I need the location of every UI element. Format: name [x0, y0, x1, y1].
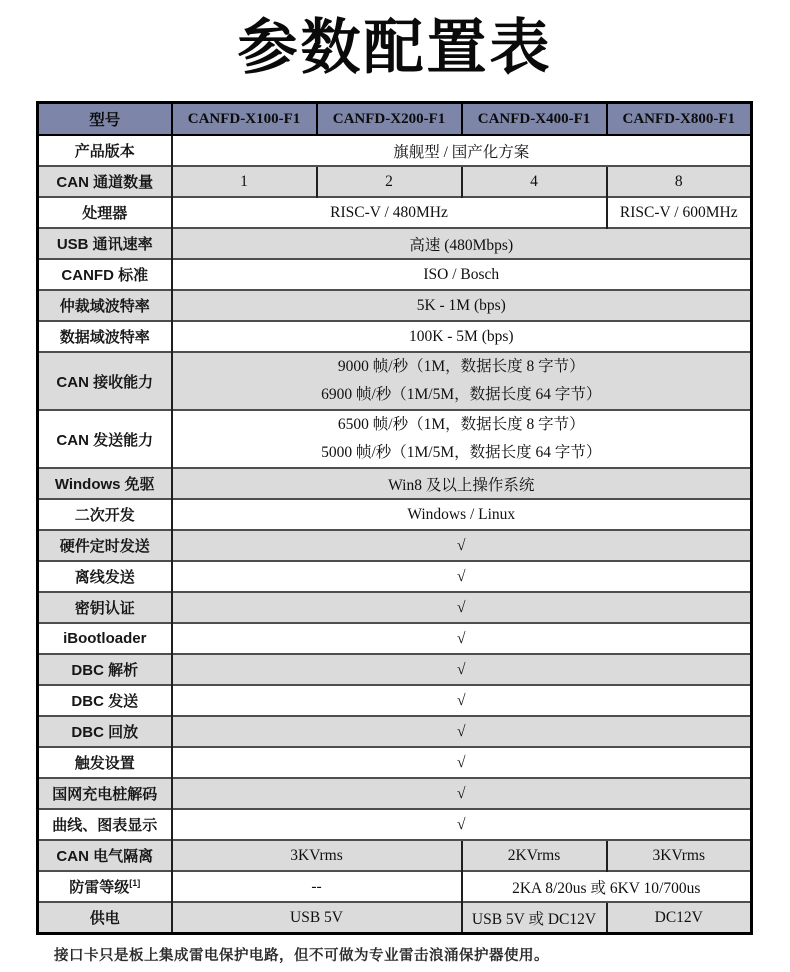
- check-cell: √: [172, 685, 752, 716]
- spec-cell: 100K - 5M (bps): [172, 321, 752, 352]
- spec-cell: [172, 410, 752, 468]
- row-label: 二次开发: [38, 499, 172, 530]
- spec-cell: RISC-V / 480MHz: [172, 197, 607, 228]
- table-row: [38, 716, 752, 747]
- table-row: [38, 259, 752, 290]
- table-row: [38, 499, 752, 530]
- spec-cell: 8: [607, 166, 752, 197]
- spec-cell: 旗舰型 / 国产化方案: [172, 135, 752, 166]
- row-label: CAN 接收能力: [38, 352, 172, 410]
- table-row: [38, 902, 752, 934]
- table-header-row: [38, 103, 752, 136]
- check-cell: √: [172, 716, 752, 747]
- spec-cell-line: 5000 帧/秒（1M/5M，数据长度 64 字节）: [321, 444, 602, 461]
- table-row: [38, 778, 752, 809]
- table-row: [38, 747, 752, 778]
- header-model-label: 型号: [38, 103, 172, 136]
- spec-cell: 2KA 8/20us 或 6KV 10/700us: [462, 871, 752, 902]
- header-model-cell: CANFD-X400-F1: [462, 103, 607, 136]
- row-label: CANFD 标准: [38, 259, 172, 290]
- check-cell: √: [172, 778, 752, 809]
- check-cell: √: [172, 809, 752, 840]
- spec-cell: ISO / Bosch: [172, 259, 752, 290]
- table-row: [38, 468, 752, 499]
- row-label: 防雷等级[1]: [38, 871, 172, 902]
- spec-cell: Windows / Linux: [172, 499, 752, 530]
- table-row: [38, 530, 752, 561]
- table-row: [38, 228, 752, 259]
- table-body: [38, 135, 752, 934]
- spec-cell: RISC-V / 600MHz: [607, 197, 752, 228]
- header-model-cell: CANFD-X200-F1: [317, 103, 462, 136]
- row-label: 供电: [38, 902, 172, 934]
- row-label: 硬件定时发送: [38, 530, 172, 561]
- spec-cell-line: 6500 帧/秒（1M，数据长度 8 字节）: [337, 416, 585, 433]
- row-label: 离线发送: [38, 561, 172, 592]
- table-row: [38, 654, 752, 685]
- table-header: [38, 103, 752, 136]
- spec-cell: DC12V: [607, 902, 752, 934]
- table-row: [38, 561, 752, 592]
- check-cell: √: [172, 623, 752, 654]
- row-label: 数据域波特率: [38, 321, 172, 352]
- footnote: 接口卡只是板上集成雷电保护电路，但不可做为专业雷击浪涌保护器使用。: [54, 948, 549, 964]
- spec-cell: USB 5V: [172, 902, 462, 934]
- row-label: 产品版本: [38, 135, 172, 166]
- table-row: [38, 685, 752, 716]
- row-label: 仲裁域波特率: [38, 290, 172, 321]
- table-row: [38, 197, 752, 228]
- row-label: 国网充电桩解码: [38, 778, 172, 809]
- row-label: 处理器: [38, 197, 172, 228]
- spec-cell: Win8 及以上操作系统: [172, 468, 752, 499]
- spec-cell: --: [172, 871, 462, 902]
- table-row: [38, 840, 752, 871]
- row-label: USB 通讯速率: [38, 228, 172, 259]
- row-label: CAN 发送能力: [38, 410, 172, 468]
- row-label: DBC 回放: [38, 716, 172, 747]
- spec-cell-line: 6900 帧/秒（1M/5M，数据长度 64 字节）: [321, 386, 602, 403]
- spec-cell: 4: [462, 166, 607, 197]
- page-title: 参数配置表: [237, 14, 553, 81]
- spec-cell: USB 5V 或 DC12V: [462, 902, 607, 934]
- row-label: DBC 发送: [38, 685, 172, 716]
- spec-cell: [172, 352, 752, 410]
- spec-cell: 2KVrms: [462, 840, 607, 871]
- header-model-cell: CANFD-X800-F1: [607, 103, 752, 136]
- table-row: [38, 352, 752, 410]
- row-label: Windows 免驱: [38, 468, 172, 499]
- check-cell: √: [172, 747, 752, 778]
- row-label: 触发设置: [38, 747, 172, 778]
- row-label: CAN 电气隔离: [38, 840, 172, 871]
- spec-table: [36, 101, 753, 935]
- row-label: 曲线、图表显示: [38, 809, 172, 840]
- table-row: [38, 321, 752, 352]
- check-cell: √: [172, 654, 752, 685]
- row-label: CAN 通道数量: [38, 166, 172, 197]
- spec-cell: 2: [317, 166, 462, 197]
- spec-cell: 3KVrms: [607, 840, 752, 871]
- row-label: DBC 解析: [38, 654, 172, 685]
- table-row: [38, 166, 752, 197]
- table-row: [38, 623, 752, 654]
- row-label: iBootloader: [38, 623, 172, 654]
- table-row: [38, 290, 752, 321]
- table-row: [38, 592, 752, 623]
- check-cell: √: [172, 530, 752, 561]
- spec-cell: 5K - 1M (bps): [172, 290, 752, 321]
- spec-cell: 1: [172, 166, 317, 197]
- check-cell: √: [172, 561, 752, 592]
- spec-cell-line: 9000 帧/秒（1M，数据长度 8 字节）: [337, 358, 585, 375]
- spec-cell: 3KVrms: [172, 840, 462, 871]
- row-label: 密钥认证: [38, 592, 172, 623]
- row-label-sup: [1]: [129, 878, 141, 888]
- table-row: [38, 410, 752, 468]
- table-row: [38, 135, 752, 166]
- header-model-cell: CANFD-X100-F1: [172, 103, 317, 136]
- table-row: [38, 809, 752, 840]
- check-cell: √: [172, 592, 752, 623]
- table-row: [38, 871, 752, 902]
- spec-cell: 高速 (480Mbps): [172, 228, 752, 259]
